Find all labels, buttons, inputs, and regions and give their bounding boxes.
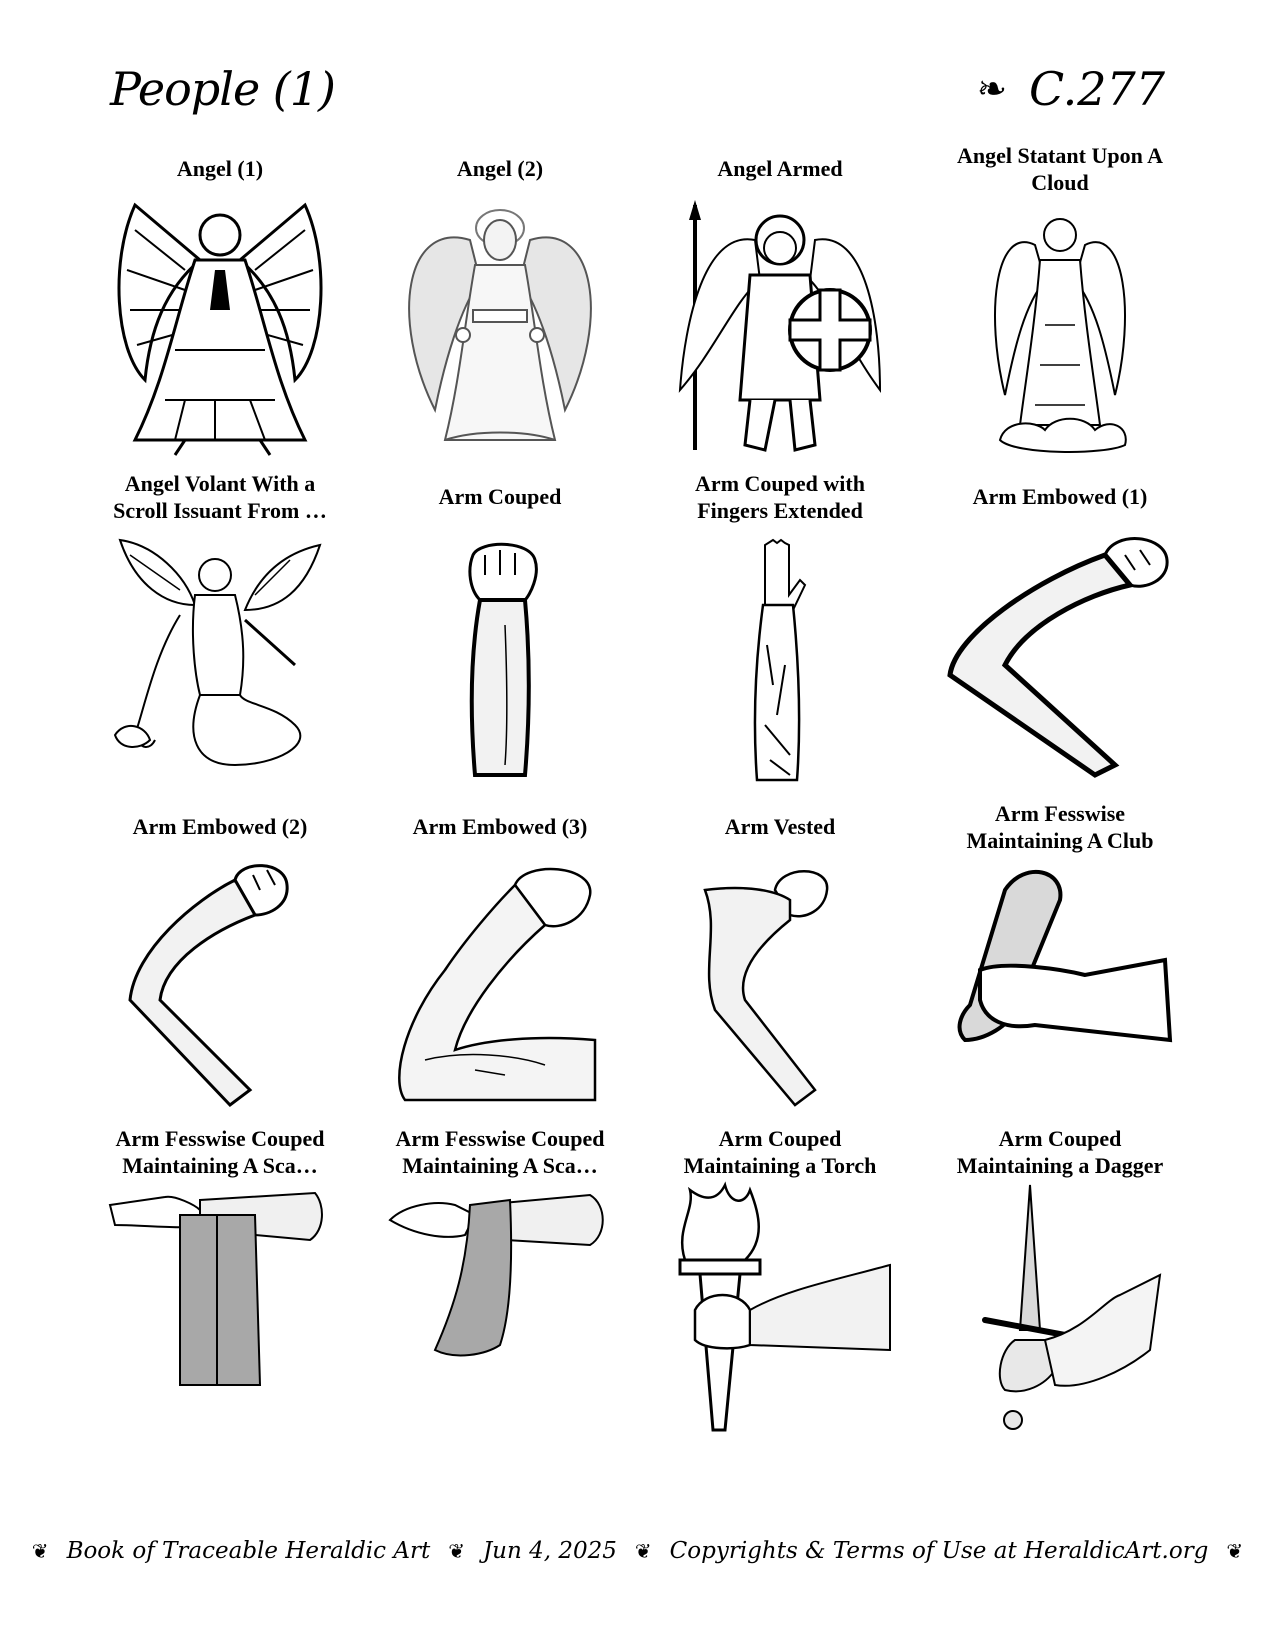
fleuron-bullet-icon: ❦ <box>634 1539 652 1563</box>
figure-cell <box>640 470 920 810</box>
figure-cell <box>640 1125 920 1465</box>
figure-label: Angel (1) <box>176 156 264 181</box>
figure-cell <box>80 800 360 1140</box>
arm-embowed-icon <box>105 860 335 1110</box>
figure-cell <box>640 150 920 490</box>
figure-cell <box>360 470 640 810</box>
footer-book-title: Book of Traceable Heraldic Art <box>66 1538 431 1564</box>
figure-cell <box>640 800 920 1140</box>
figure-label <box>640 1125 920 1179</box>
figure-cell <box>920 1125 1200 1465</box>
figure-label <box>360 1125 640 1179</box>
fleuron-bullet-icon: ❦ <box>31 1539 49 1563</box>
page-title: People (1) <box>110 62 335 116</box>
page-code <box>977 62 1165 116</box>
figure-label <box>920 142 1200 196</box>
figure-label-text: Arm Fesswise Couped Maintaining A Sca… <box>395 1126 605 1178</box>
fleuron-icon: ❧ <box>976 68 1008 110</box>
arm-scarf-icon <box>105 1185 335 1405</box>
arm-vested-icon <box>665 860 895 1110</box>
figure-label-text: Arm Couped with Fingers Extended <box>695 471 865 523</box>
figure-label <box>920 1125 1200 1179</box>
arm-dagger-icon <box>945 1180 1175 1440</box>
footer <box>0 1538 1275 1564</box>
footer-date: Jun 4, 2025 <box>482 1538 617 1564</box>
arm-scarf-icon <box>385 1185 615 1405</box>
figure-cell <box>920 470 1200 810</box>
figure-label-text: Arm Couped Maintaining a Torch <box>683 1126 877 1178</box>
figure-label: Angel Armed <box>717 156 843 181</box>
figure-label-text: Angel Volant With a Scroll Issuant From … <box>113 471 327 523</box>
figure-label: Arm Embowed (1) <box>972 484 1148 509</box>
figure-label: Arm Embowed (3) <box>412 814 588 839</box>
figure-cell <box>80 150 360 490</box>
footer-rights-link[interactable]: Copyrights & Terms of Use at HeraldicArt.org <box>669 1538 1209 1564</box>
figure-label-text: Angel Statant Upon A Cloud <box>957 143 1163 195</box>
arm-couped-fist-icon <box>385 535 615 785</box>
fleuron-bullet-icon: ❦ <box>1226 1539 1244 1563</box>
angel-standing-icon <box>385 200 615 460</box>
figure-cell <box>920 143 1200 490</box>
angel-armed-icon <box>665 200 895 460</box>
arm-embowed-icon <box>945 525 1175 785</box>
arm-embowed-muscular-icon <box>385 860 615 1110</box>
angel-on-cloud-icon <box>945 205 1175 460</box>
figure-cell <box>360 1125 640 1465</box>
figure-label: Angel (2) <box>456 156 544 181</box>
figure-label <box>80 470 360 524</box>
figure-label <box>80 1125 360 1179</box>
arm-fingers-extended-icon <box>665 535 895 785</box>
angel-praying-icon <box>105 200 335 460</box>
figure-cell <box>360 800 640 1140</box>
figure-label: Arm Vested <box>724 814 836 839</box>
figure-cell <box>80 1125 360 1465</box>
figure-cell <box>80 470 360 810</box>
figure-cell <box>920 800 1200 1140</box>
figure-cell <box>360 150 640 490</box>
angel-flying-scroll-icon <box>105 535 335 785</box>
plate-code: C.277 <box>1029 62 1165 116</box>
figure-label-text: Arm Fesswise Maintaining A Club <box>966 801 1154 853</box>
arm-club-icon <box>945 860 1175 1110</box>
arm-torch-icon <box>665 1180 895 1440</box>
figure-label: Arm Couped <box>438 484 562 509</box>
figure-label <box>640 470 920 524</box>
figure-label <box>920 800 1200 854</box>
figure-label-text: Arm Couped Maintaining a Dagger <box>956 1126 1164 1178</box>
figure-label: Arm Embowed (2) <box>132 814 308 839</box>
figure-label-text: Arm Fesswise Couped Maintaining A Sca… <box>115 1126 325 1178</box>
fleuron-bullet-icon: ❦ <box>448 1539 465 1563</box>
